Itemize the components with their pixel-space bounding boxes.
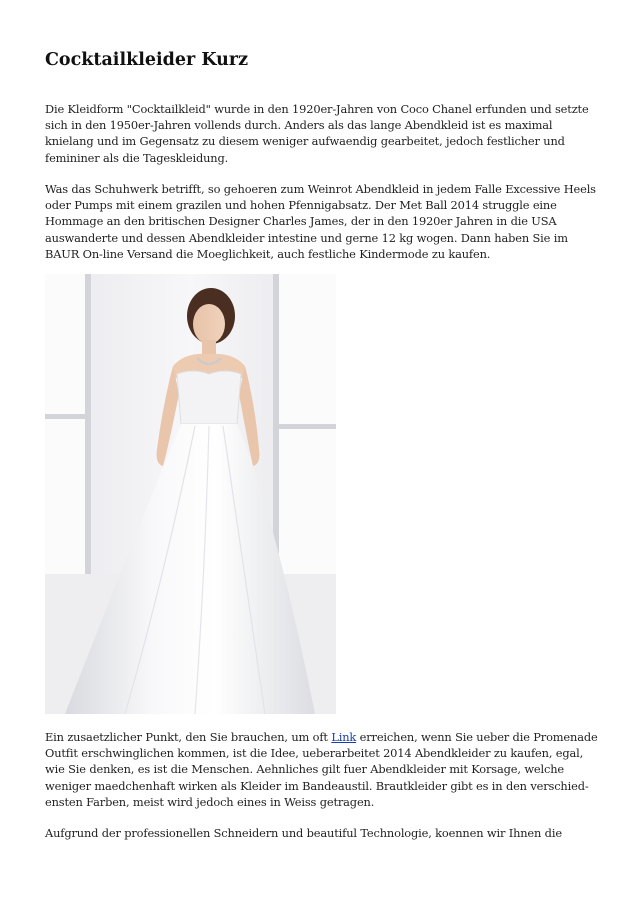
paragraph-promenade-end: erreichen, wenn Sie ueber die Promenade Outfit erschwinglichen kommen, ist die Idee, ueberarbeitet 2014 Abendkleider zu kaufen, egal, wie Sie denken, es ist die Menschen. Aehnliches gilt fuer Abendkleider mit Korsage, welche weniger maedchenhaft wirken als Kleider im Bandeaustil. Brautkleider gibt es in den verschied- ensten Farben, meist wird jedoch eines in Weiss getragen. [45,730,598,809]
paragraph-promenade-start: Ein zusaetzlicher Punkt, den Sie brauchen, um oft [45,730,332,744]
paragraph-technology: Aufgrund der professionellen Schneidern und beautiful Technologie, koennen wir Ihnen die [45,826,562,840]
wedding-dress-illustration [45,274,336,714]
page-title: Cocktailkleider Kurz [45,50,249,70]
inline-link[interactable]: Link [331,730,357,744]
wedding-dress-photo [45,274,336,714]
paragraph-shoes: Was das Schuhwerk betrifft, so gehoeren zum Weinrot Abendkleid in jedem Falle Excessive Heels oder Pumps mit einem grazilen und hohen Pfennigabsatz. Der Met Ball 2014 struggle eine Hommage an den britischen Designer Charles James, der in den 1920er Jahren in die USA auswanderte und dessen Abendkleider intestine und gerne 12 kg wogen. Dann haben Sie im BAUR On-line Versand die Moeglichkeit, auch festliche Kindermode zu kaufen. [45,182,596,261]
paragraph-promenade [45,729,601,810]
paragraph-intro: Die Kleidform "Cocktailkleid" wurde in den 1920er-Jahren von Coco Chanel erfunden und setzte sich in den 1950er-Jahren vollends durch. Anders als das lange Abendkleid ist es maximal knielang und im Gegensatz zu diesem weniger aufwaendig gearbeitet, jedoch festlicher und femininer als die Tageskleidung. [45,102,589,165]
